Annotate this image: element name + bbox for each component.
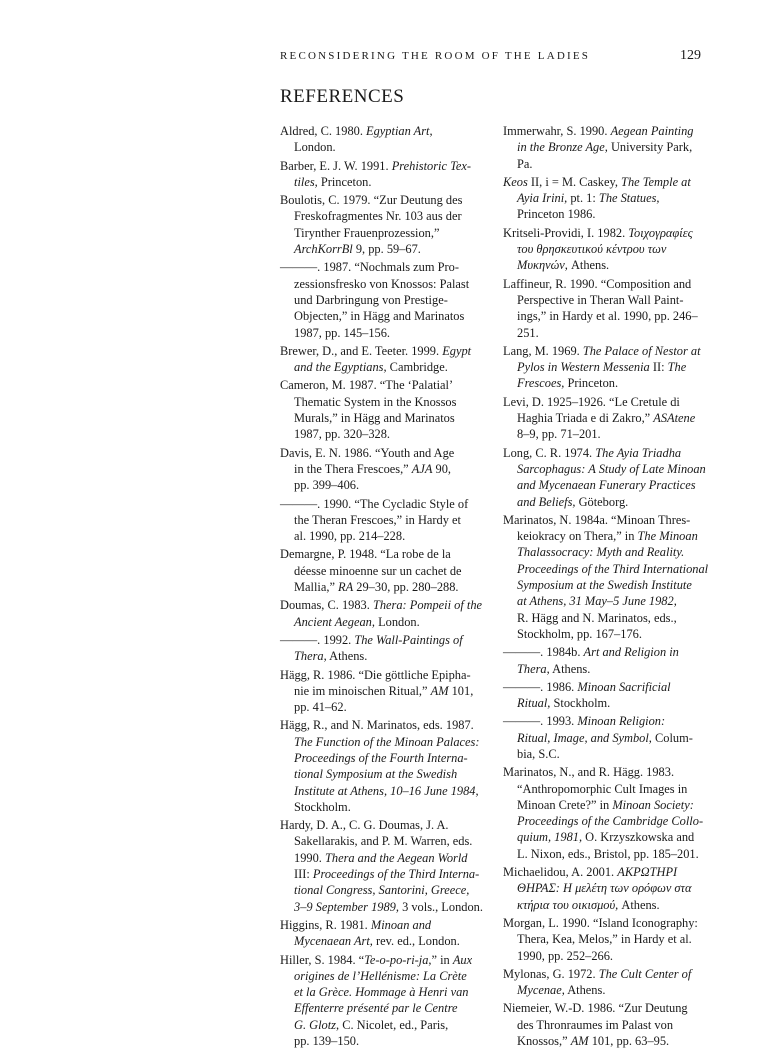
reference-entry (280, 597, 483, 630)
reference-line: in the Bronze Age, University Park, (517, 140, 693, 155)
reference-line: pp. 399–406. (294, 478, 360, 493)
reference-entry (503, 713, 703, 762)
reference-line: ings,” in Hardy et al. 1990, pp. 246– (517, 309, 698, 324)
reference-line: Mallia,” RA 29–30, pp. 280–288. (294, 580, 459, 595)
reference-entry (503, 915, 703, 964)
reference-line: Michaelidou, A. 2001. ΑΚΡΩΤΗΡΙ (503, 865, 678, 880)
reference-line: Ancient Aegean, London. (294, 614, 420, 629)
reference-entry (503, 123, 703, 172)
reference-line: nie im minoischen Ritual,” AM 101, (294, 683, 474, 698)
reference-line: Mylonas, G. 1972. The Cult Center of (503, 966, 692, 981)
reference-line: Thera, Athens. (294, 649, 368, 664)
references-left-column (280, 123, 483, 1051)
reference-line: The Function of the Minoan Palaces: (294, 734, 480, 749)
reference-line: und Darbringung von Prestige- (294, 292, 448, 307)
reference-line: Aldred, C. 1980. Egyptian Art, (280, 124, 433, 138)
reference-line: quium, 1981, O. Krzyszkowska and (517, 830, 695, 845)
reference-entry (503, 764, 703, 862)
reference-line: του θρησκευτικού κέντρου των (517, 242, 667, 257)
reference-entry (280, 343, 480, 376)
reference-line: Keos II, i = M. Caskey, The Temple at (503, 174, 691, 189)
reference-entry (280, 192, 480, 257)
reference-line: Proceedings of the Cambridge Collo- (517, 814, 704, 829)
reference-line: zessionsfresko von Knossos: Palast (294, 276, 470, 291)
reference-entry (503, 864, 703, 913)
reference-line: Hiller, S. 1984. “Te-o-po-ri-ja,” in Aux (280, 952, 473, 967)
reference-entry (503, 445, 706, 510)
reference-line: Hägg, R. 1986. “Die göttliche Epipha- (280, 667, 471, 682)
reference-line: Ritual, Stockholm. (517, 696, 611, 711)
reference-line: Pylos in Western Messenia II: The (517, 360, 687, 375)
reference-line: pp. 41–62. (294, 700, 347, 715)
reference-line: Hardy, D. A., C. G. Doumas, J. A. (280, 818, 449, 833)
reference-entry (280, 123, 480, 156)
reference-line: and Mycenaean Funerary Practices (517, 478, 696, 493)
reference-line: Ritual, Image, and Symbol, Colum- (517, 730, 693, 745)
reference-entry (280, 259, 480, 340)
reference-line: Stockholm. (294, 799, 351, 814)
reference-line: “Anthropomorphic Cult Images in (517, 781, 688, 796)
reference-entry (280, 667, 480, 716)
reference-line: 3–9 September 1989, 3 vols., London. (294, 899, 483, 914)
reference-line: déesse minoenne sur un cachet de (294, 563, 462, 578)
reference-line: Lang, M. 1969. The Palace of Nestor at (503, 343, 701, 358)
reference-entry (503, 394, 703, 443)
reference-line: bia, S.C. (517, 746, 560, 761)
reference-entry (280, 952, 480, 1050)
reference-line: Demargne, P. 1948. “La robe de la (280, 547, 451, 562)
reference-line: Minoan Crete?” in Minoan Society: (517, 797, 694, 812)
reference-line: Frescoes, Princeton. (517, 376, 619, 391)
reference-line: Sarcophagus: A Study of Late Minoan (517, 461, 706, 476)
reference-line: tional Symposium at the Swedish (294, 767, 458, 782)
reference-line: Proceedings of the Third International (517, 561, 709, 576)
reference-entry (280, 817, 483, 915)
reference-entry (280, 496, 480, 545)
running-head: RECONSIDERING THE ROOM OF THE LADIES (280, 50, 591, 62)
reference-line: et la Grèce. Hommage à Henri van (294, 985, 469, 1000)
section-title: REFERENCES (280, 86, 405, 107)
reference-line: ———. 1992. The Wall-Paintings of (280, 632, 463, 647)
reference-line: κτήρια του οικισμού, Athens. (517, 897, 660, 912)
reference-line: Thematic System in the Knossos (294, 394, 457, 409)
reference-line: 1990. Thera and the Aegean World (294, 850, 468, 865)
reference-line: Proceedings of the Fourth Interna- (294, 750, 468, 765)
reference-entry (280, 917, 480, 950)
reference-line: Stockholm, pp. 167–176. (517, 626, 642, 641)
reference-line: Higgins, R. 1981. Minoan and (280, 917, 432, 932)
reference-line: Marinatos, N. 1984a. “Minoan Thres- (503, 512, 691, 527)
reference-line: Davis, E. N. 1986. “Youth and Age (280, 445, 455, 460)
reference-entry (503, 512, 709, 642)
reference-line: Thalassocracy: Myth and Reality. (517, 545, 685, 560)
reference-line: Effenterre présenté par le Centre (294, 1001, 458, 1016)
reference-line: Objecten,” in Hägg and Marinatos (294, 309, 465, 324)
reference-entry (280, 158, 480, 191)
reference-line: the Theran Frescoes,” in Hardy et (294, 512, 461, 527)
reference-line: Freskofragmentes Nr. 103 aus der (294, 209, 462, 224)
reference-line: Long, C. R. 1974. The Ayia Triadha (503, 445, 682, 460)
reference-line: Perspective in Theran Wall Paint- (517, 292, 684, 307)
reference-line: London. (294, 140, 336, 155)
reference-line: 8–9, pp. 71–201. (517, 427, 601, 442)
reference-entry (503, 225, 703, 274)
reference-line: Boulotis, C. 1979. “Zur Deutung des (280, 193, 463, 208)
reference-line: G. Glotz, C. Nicolet, ed., Paris, (294, 1017, 449, 1032)
reference-line: and Beliefs, Göteborg. (517, 494, 629, 509)
reference-entry (503, 644, 703, 677)
reference-line: keiokracy on Thera,” in The Minoan (517, 529, 698, 544)
reference-line: Levi, D. 1925–1926. “Le Cretule di (503, 394, 680, 409)
reference-line: des Thronraumes im Palast von (517, 1017, 674, 1032)
reference-line: ———. 1987. “Nochmals zum Pro- (280, 260, 459, 275)
reference-line: ———. 1986. Minoan Sacrificial (503, 679, 671, 694)
reference-line: L. Nixon, eds., Bristol, pp. 185–201. (517, 846, 699, 861)
reference-line: Μυκηνών, Athens. (517, 258, 610, 273)
reference-line: 1987, pp. 145–156. (294, 325, 391, 340)
reference-line: ———. 1990. “The Cycladic Style of (280, 496, 469, 511)
reference-line: 251. (517, 325, 539, 340)
reference-line: 1990, pp. 252–266. (517, 948, 614, 963)
reference-line: Marinatos, N., and R. Hägg. 1983. (503, 765, 675, 780)
reference-line: Princeton 1986. (517, 207, 596, 222)
reference-line: ———. 1984b. Art and Religion in (503, 645, 679, 660)
reference-line: in the Thera Frescoes,” AJA 90, (294, 461, 452, 476)
references-right-column (503, 123, 709, 1051)
reference-line: and the Egyptians, Cambridge. (294, 360, 448, 375)
reference-line: Laffineur, R. 1990. “Composition and (503, 276, 692, 291)
reference-line: Tirynther Frauenprozession,” (294, 225, 440, 240)
reference-line: Ayia Irini, pt. 1: The Statues, (517, 191, 660, 206)
reference-entry (503, 174, 703, 223)
reference-line: Institute at Athens, 10–16 June 1984, (294, 783, 479, 798)
reference-entry (503, 679, 703, 712)
reference-entry (280, 546, 480, 595)
reference-line: Barber, E. J. W. 1991. Prehistoric Tex- (280, 158, 471, 173)
reference-line: ArchKorrBl 9, pp. 59–67. (294, 242, 421, 257)
reference-line: Pa. (517, 156, 533, 171)
reference-line: Mycenae, Athens. (517, 983, 606, 998)
reference-line: Kritseli-Providi, I. 1982. Τοιχογραφίες (503, 225, 693, 240)
reference-line: ———. 1993. Minoan Religion: (503, 714, 666, 729)
reference-line: III: Proceedings of the Third Interna- (294, 867, 480, 882)
reference-line: Doumas, C. 1983. Thera: Pompeii of the (280, 598, 483, 613)
reference-entry (503, 276, 703, 341)
reference-line: Thera, Athens. (517, 661, 591, 676)
reference-line: 1987, pp. 320–328. (294, 427, 391, 442)
reference-line: Niemeier, W.-D. 1986. “Zur Deutung (503, 1001, 688, 1016)
reference-line: Cameron, M. 1987. “The ‘Palatial’ (280, 378, 454, 393)
reference-line: Knossos,” AM 101, pp. 63–95. (517, 1034, 670, 1049)
reference-entry (280, 377, 480, 442)
reference-line: Symposium at the Swedish Institute (517, 578, 692, 593)
reference-line: R. Hägg and N. Marinatos, eds., (517, 610, 677, 625)
reference-entry (280, 717, 480, 815)
reference-line: origines de l’Hellénisme: La Crète (294, 968, 467, 983)
reference-entry (503, 343, 703, 392)
reference-line: Brewer, D., and E. Teeter. 1999. Egypt (280, 343, 472, 358)
reference-line: Immerwahr, S. 1990. Aegean Painting (503, 124, 694, 138)
reference-entry (503, 966, 703, 999)
reference-line: Morgan, L. 1990. “Island Iconography: (503, 915, 698, 930)
reference-line: ΘΗΡΑΣ: Η μελέτη των ορόφων στα (517, 881, 692, 896)
reference-line: Sakellarakis, and P. M. Warren, eds. (294, 834, 473, 849)
reference-line: at Athens, 31 May–5 June 1982, (517, 594, 677, 609)
reference-line: pp. 139–150. (294, 1034, 360, 1049)
reference-line: tional Congress, Santorini, Greece, (294, 883, 470, 898)
reference-entry (280, 632, 480, 665)
reference-entry (503, 1000, 703, 1049)
page-number: 129 (680, 48, 701, 63)
reference-line: Haghia Triada e di Zakro,” ASAtene (517, 411, 696, 426)
reference-entry (280, 445, 480, 494)
reference-line: al. 1990, pp. 214–228. (294, 529, 406, 544)
reference-line: tiles, Princeton. (294, 174, 372, 189)
reference-line: Thera, Kea, Melos,” in Hardy et al. (517, 932, 692, 947)
reference-line: Hägg, R., and N. Marinatos, eds. 1987. (280, 718, 474, 733)
reference-line: Murals,” in Hägg and Marinatos (294, 411, 455, 426)
reference-line: Mycenaean Art, rev. ed., London. (294, 934, 460, 949)
